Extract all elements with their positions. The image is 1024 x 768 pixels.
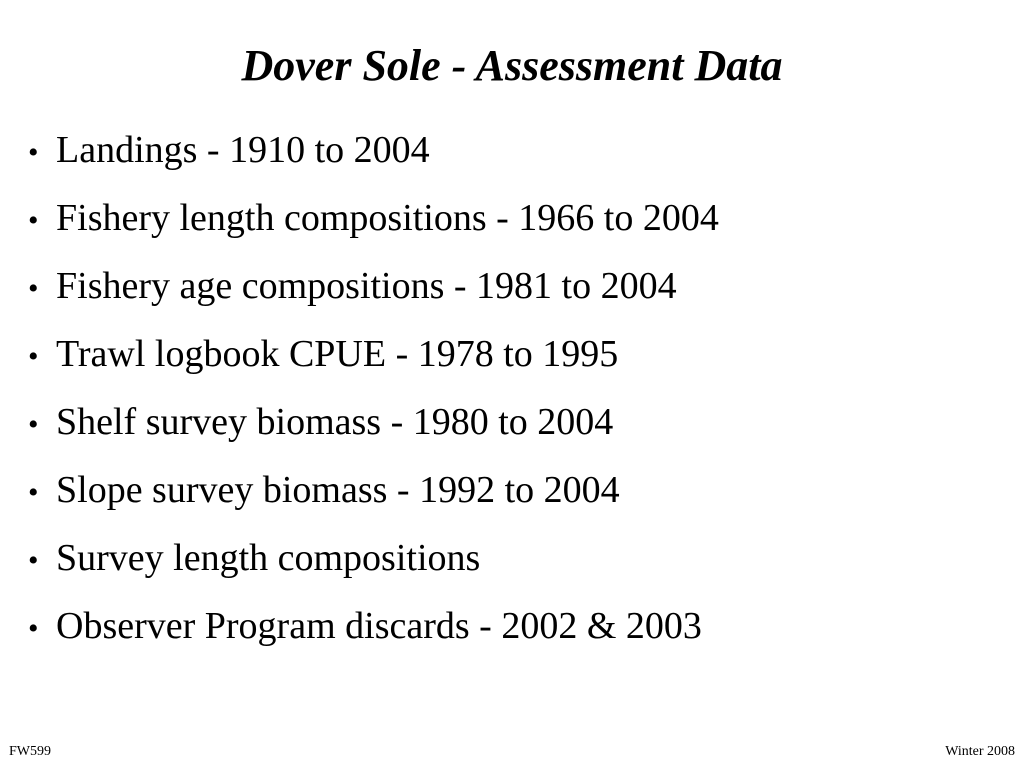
bullet-item-slope-survey [28,460,1008,528]
bullet-icon: • [28,544,39,577]
bullet-text: Shelf survey biomass - 1980 to 2004 [56,401,614,443]
bullet-item-fishery-age [28,256,1008,324]
bullet-text: Observer Program discards - 2002 & 2003 [56,605,702,647]
bullet-item-observer-discards [28,596,1008,664]
bullet-text: Trawl logbook CPUE - 1978 to 1995 [56,333,619,375]
footer-course-code: FW599 [9,744,51,759]
bullet-list [28,120,1008,664]
bullet-text: Fishery length compositions - 1966 to 2004 [56,197,719,239]
bullet-item-survey-length [28,528,1008,596]
bullet-text: Survey length compositions [56,537,481,579]
slide-title: Dover Sole - Assessment Data [241,41,783,90]
bullet-icon: • [28,340,39,373]
bullet-item-fishery-length [28,188,1008,256]
footer-term: Winter 2008 [945,744,1015,759]
bullet-text: Fishery age compositions - 1981 to 2004 [56,265,677,307]
bullet-icon: • [28,408,39,441]
bullet-icon: • [28,612,39,645]
bullet-icon: • [28,476,39,509]
bullet-icon: • [28,136,39,169]
bullet-icon: • [28,204,39,237]
bullet-text: Slope survey biomass - 1992 to 2004 [56,469,620,511]
bullet-icon: • [28,272,39,305]
bullet-item-landings [28,120,1008,188]
bullet-item-trawl-cpue [28,324,1008,392]
bullet-item-shelf-survey [28,392,1008,460]
bullet-text: Landings - 1910 to 2004 [56,129,430,171]
